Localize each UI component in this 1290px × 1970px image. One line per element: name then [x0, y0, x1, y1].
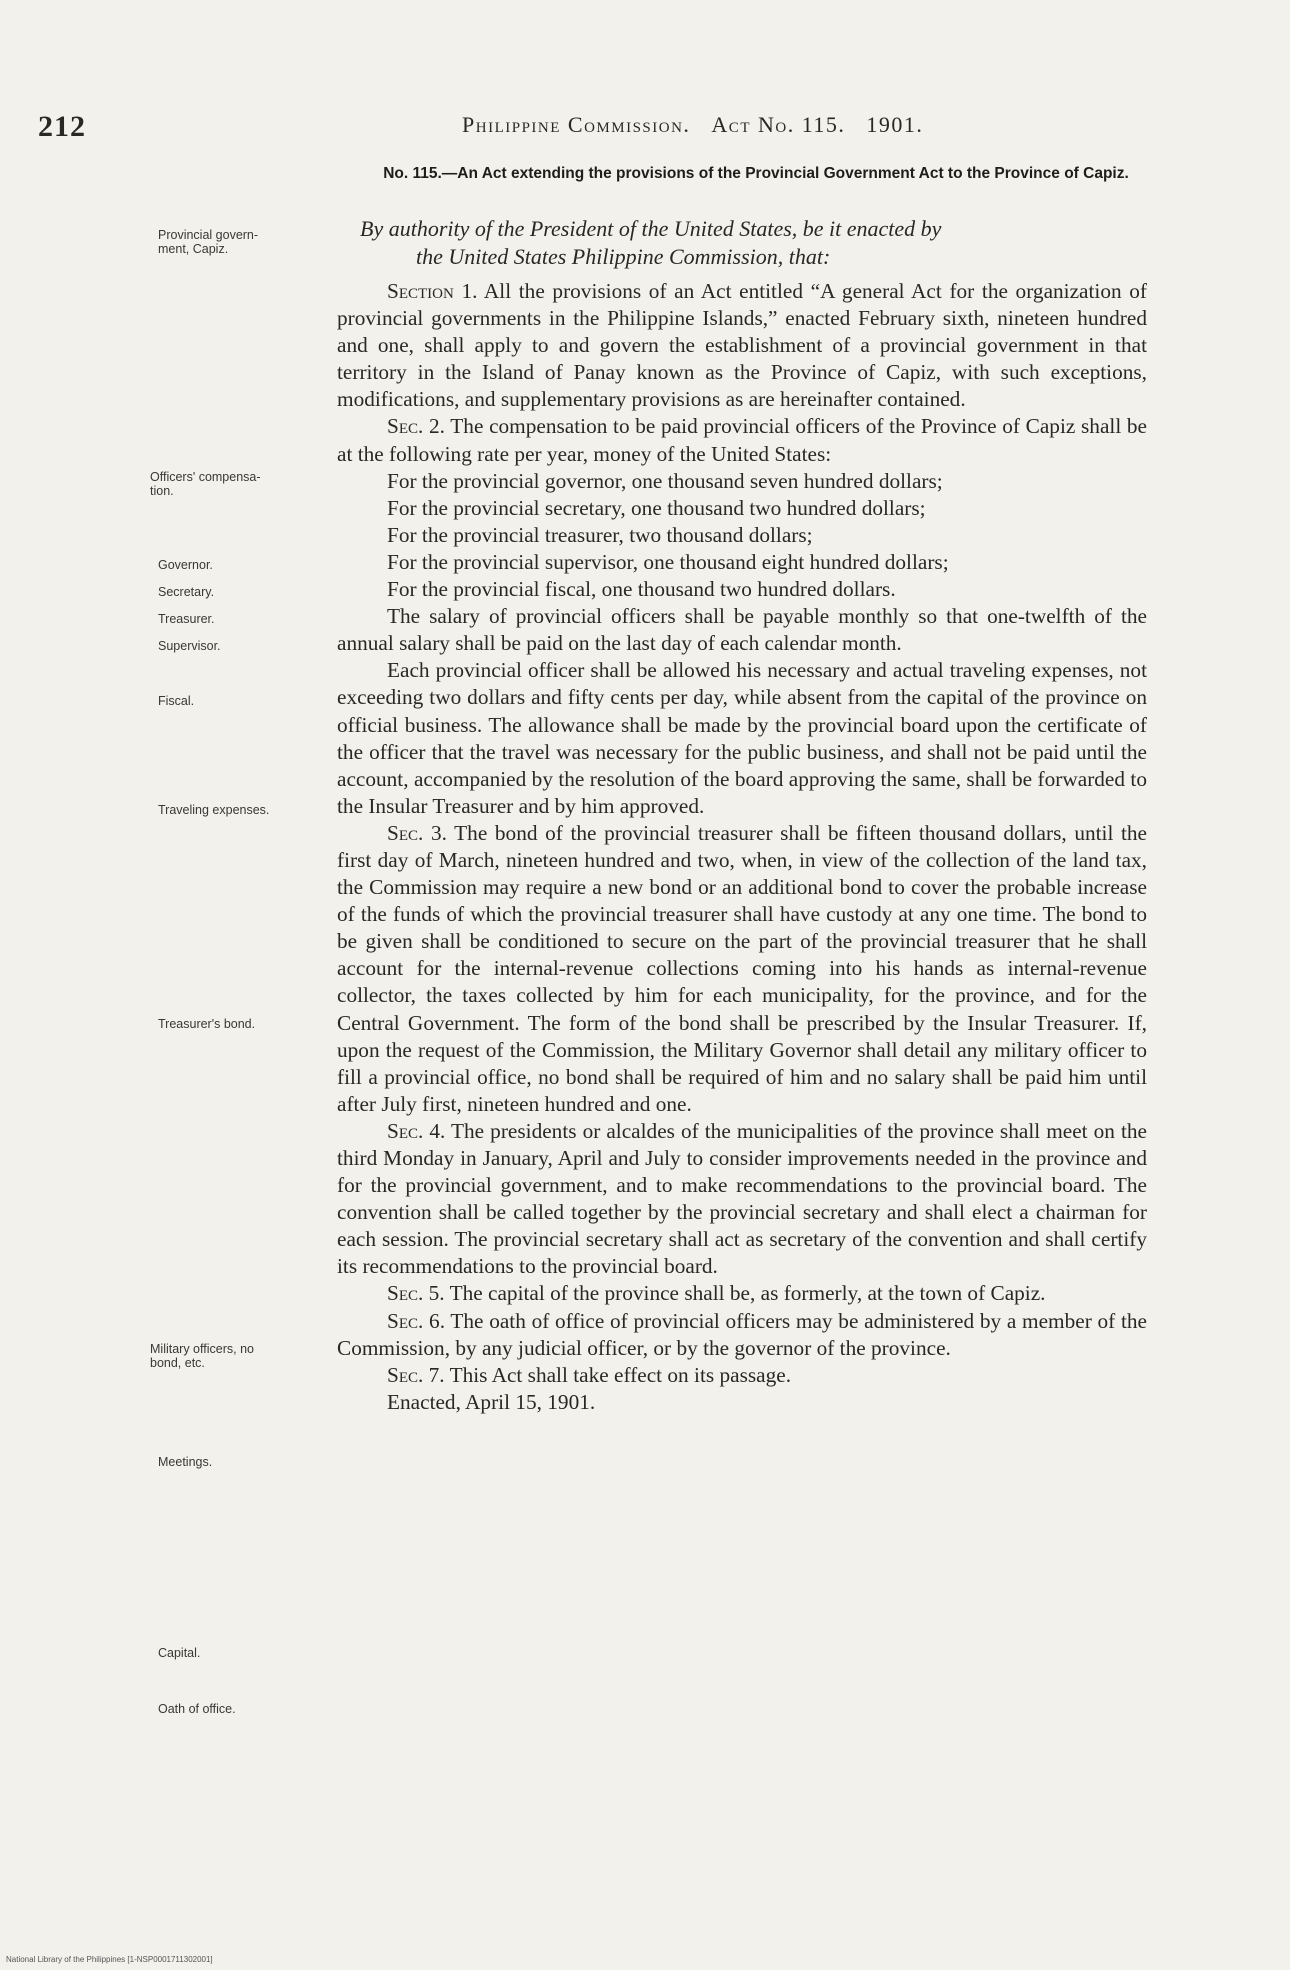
enacting-clause-line-2: the United States Philippine Commission, that:	[416, 244, 831, 269]
paragraph-text: For the provincial treasurer, two thousand dollars;	[387, 522, 813, 547]
paragraph	[337, 576, 1147, 603]
page-number: 212	[38, 110, 86, 143]
paragraph-text: The oath of office of provincial officers may be administered by a member of the Commission, by any judicial officer, or by the governor of the province.	[337, 1308, 1147, 1360]
paragraph-text: The capital of the province shall be, as formerly, at the town of Capiz.	[444, 1281, 1046, 1306]
margin-note: Provincial govern-ment, Capiz.	[158, 228, 259, 256]
paragraph-text: This Act shall take effect on its passage.	[444, 1362, 792, 1387]
paragraph	[337, 413, 1147, 467]
enacted-date	[337, 1389, 1147, 1416]
paragraph	[337, 549, 1147, 576]
margin-note: Governor.	[158, 558, 213, 572]
paragraph-text: For the provincial governor, one thousand seven hundred dollars;	[387, 468, 943, 493]
paragraph	[337, 603, 1147, 657]
paragraph-text: For the provincial fiscal, one thousand two hundred dollars.	[387, 577, 896, 602]
section-lead: Sec. 5.	[387, 1281, 445, 1306]
margin-note: Officers' compensa-tion.	[150, 470, 261, 498]
margin-note: Secretary.	[158, 585, 215, 599]
paragraph	[337, 820, 1147, 1118]
margin-note: Meetings.	[158, 1455, 213, 1469]
paragraph-text: The salary of provincial officers shall be payable monthly so that one-twelfth of the annual salary shall be paid on the last day of each calendar month.	[337, 604, 1147, 656]
running-head-publisher: Philippine Commission.	[462, 112, 691, 137]
enacting-clause-line-1: By authority of the President of the United States, be it enacted by	[360, 216, 942, 241]
margin-note: Fiscal.	[158, 694, 195, 708]
paragraph-text: The compensation to be paid provincial officers of the Province of Capiz shall be at the following rate per year, money of the United States:	[337, 414, 1148, 466]
paragraph	[337, 1362, 1147, 1389]
margin-note: Military officers, no bond, etc.	[150, 1342, 254, 1370]
section-lead: Sec. 2.	[387, 414, 445, 439]
margin-note: Treasurer.	[158, 612, 215, 626]
running-head-year: 1901.	[866, 112, 924, 137]
paragraph-text: All the provisions of an Act entitled “A general Act for the organization of provincial governments in the Philippine Islands,” enacted February sixth, nineteen hundred and one, shall apply to and govern the establishment of a provincial government in that territory in the Island of Panay known as the Province of Capiz, with such exceptions, modifications, and supplementary provisions as are hereinafter contained.	[337, 279, 1147, 412]
running-head-act: Act No. 115.	[711, 112, 846, 137]
section-lead: Section 1.	[387, 279, 478, 303]
enacting-clause	[360, 215, 1165, 271]
paragraph-text: The bond of the provincial treasurer shall be fifteen thousand dollars, until the first day of March, nineteen hundred and two, when, in view of the collection of the land tax, the Commission may require a new bond or an additional bond to cover the probable increase of the funds of which the provincial treasurer shall have custody at any one time. The bond to be given shall be conditioned to secure on the part of the provincial treasurer that he shall account for the internal-revenue collections coming into his hands as internal-revenue collector, the taxes collected by him for each municipality, for the province, and for the Central Government. The form of the bond shall be prescribed by the Insular Treasurer. If, upon the request of the Commission, the Military Governor shall detail any military officer to fill a provincial office, no bond shall be required of him and no salary shall be paid him until after July first, nineteen hundred and one.	[337, 820, 1147, 1116]
paragraph	[337, 278, 1147, 413]
paragraph-text: Enacted, April 15, 1901.	[387, 1389, 596, 1414]
margin-note: Oath of office.	[158, 1702, 236, 1716]
paragraph	[337, 495, 1147, 522]
paragraph	[337, 1308, 1147, 1362]
scan-footer: National Library of the Philippines [1-NSP0001711302001]	[6, 1955, 213, 1964]
paragraph-text: For the provincial supervisor, one thousand eight hundred dollars;	[387, 549, 949, 574]
paragraph	[337, 1280, 1147, 1307]
section-lead: Sec. 7.	[387, 1362, 445, 1387]
act-title: No. 115.—An Act extending the provisions of the Provincial Government Act to the Province of Capiz.	[383, 165, 1129, 182]
margin-note: Supervisor.	[158, 639, 221, 653]
act-body	[337, 278, 1147, 1416]
section-lead: Sec. 4.	[387, 1118, 446, 1143]
paragraph-text: For the provincial secretary, one thousand two hundred dollars;	[387, 495, 926, 520]
paragraph	[337, 657, 1147, 820]
paragraph-text: The presidents or alcaldes of the municipalities of the province shall meet on the third Monday in January, April and July to consider improvements needed in the province and for the provincial government, and to make recommendations to the provincial board. The convention shall be called together by the provincial secretary and shall elect a chairman for each session. The provincial secretary shall act as secretary of the convention and shall certify its recommendations to the provincial board.	[337, 1118, 1147, 1279]
margin-note: Capital.	[158, 1646, 201, 1660]
paragraph	[337, 1118, 1147, 1281]
paragraph-text: Each provincial officer shall be allowed his necessary and actual traveling expenses, not exceeding two dollars and fifty cents per day, while absent from the capital of the province on official business. The allowance shall be made by the provincial board upon the certificate of the officer that the travel was necessary for the public business, and shall not be paid until the account, accompanied by the resolution of the board approving the same, shall be forwarded to the Insular Treasurer and by him approved.	[337, 658, 1147, 818]
section-lead: Sec. 3.	[387, 820, 447, 845]
margin-note: Traveling expenses.	[158, 803, 270, 817]
paragraph	[337, 522, 1147, 549]
paragraph	[337, 468, 1147, 495]
margin-note: Treasurer's bond.	[158, 1017, 256, 1031]
running-head	[462, 112, 923, 138]
section-lead: Sec. 6.	[387, 1308, 446, 1333]
